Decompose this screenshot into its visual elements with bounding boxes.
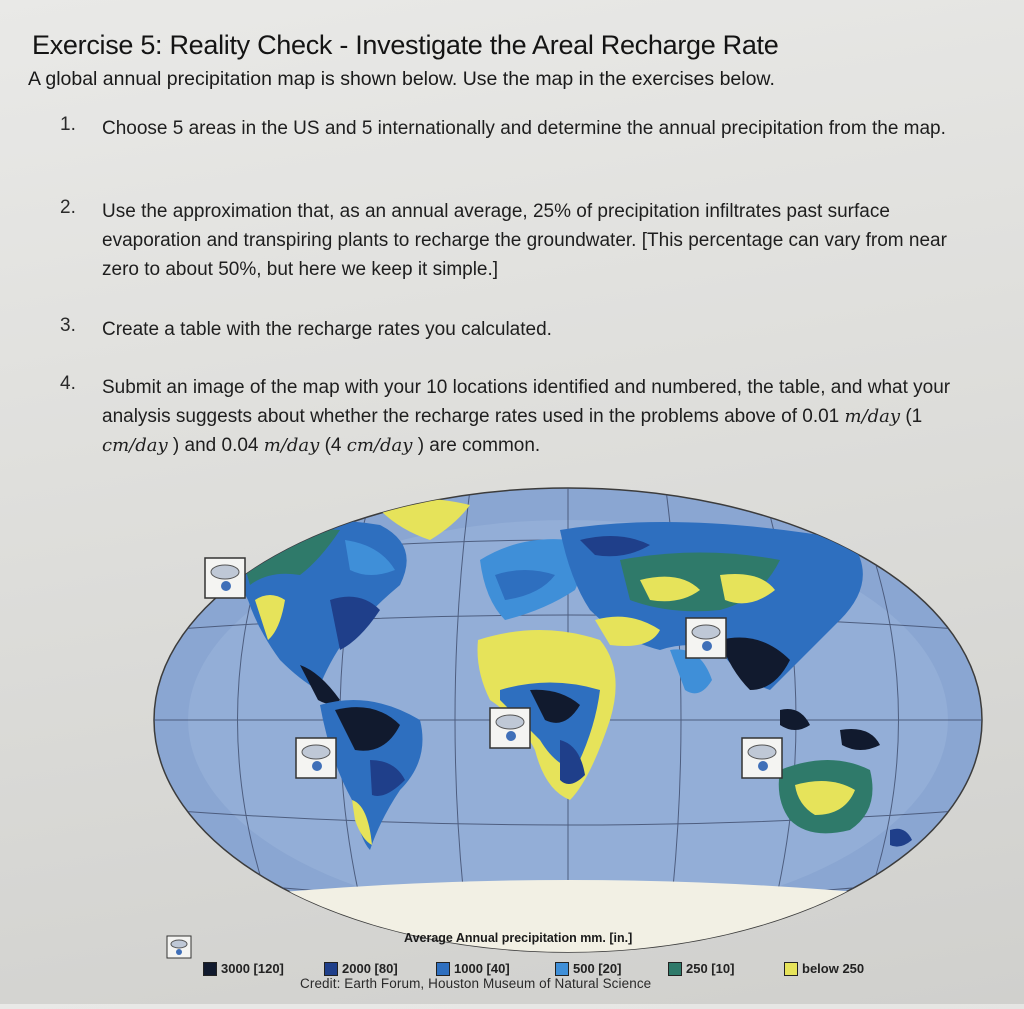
legend-item (203, 961, 284, 976)
legend-label: 1000 [40] (454, 961, 510, 976)
legend-swatch (203, 962, 217, 976)
cloud-rain-icon (205, 558, 245, 598)
legend-cloud-icon (167, 936, 191, 958)
question-number: 2. (60, 197, 76, 218)
intro-text: A global annual precipitation map is shown below. Use the map in the exercises below. (28, 68, 775, 90)
legend-item (436, 961, 510, 976)
legend-title: Average Annual precipitation mm. [in.] (404, 931, 633, 945)
legend-swatch (668, 962, 682, 976)
legend-label: 500 [20] (573, 961, 622, 976)
question-text: Use the approximation that, as an annual average, 25% of precipitation infiltrates past surface evaporation and transpiring plants to recharge the groundwater. [This percentage can vary from near zero to about 50%, but here we keep it simple.] (102, 201, 947, 280)
unit-math: cm/day (102, 435, 168, 456)
legend-label: below 250 (802, 961, 865, 976)
antarctica (200, 880, 940, 960)
cloud-rain-icon (686, 618, 726, 658)
cloud-rain-icon (742, 738, 782, 778)
question-text: Choose 5 areas in the US and 5 internationally and determine the annual precipitation from the map. (102, 118, 946, 139)
cloud-rain-icon (296, 738, 336, 778)
page-title: Exercise 5: Reality Check - Investigate the Areal Recharge Rate (32, 30, 779, 60)
cloud-rain-icon (490, 708, 530, 748)
paren-text: (1 (900, 406, 923, 427)
legend-item (555, 961, 621, 976)
question-number: 1. (60, 114, 76, 135)
legend-swatch (784, 962, 798, 976)
unit-math: cm/day (346, 435, 413, 456)
unit-math: m/day (263, 435, 320, 456)
legend-swatch (324, 962, 338, 976)
legend-label: 2000 [80] (342, 961, 398, 976)
paren-text: (4 (319, 435, 347, 456)
connector-text: ) and 0.04 (167, 435, 264, 456)
question-text: Create a table with the recharge rates you calculated. (102, 319, 552, 340)
legend-item (668, 961, 734, 976)
legend-swatch (555, 962, 569, 976)
legend-item (324, 961, 398, 976)
question-text-main: Submit an image of the map with your 10 locations identified and numbered, the table, and what your analysis suggests about whether the recharge rates used in the problems above of 0.01 (102, 377, 951, 427)
legend-item (784, 961, 864, 976)
legend-label: 3000 [120] (221, 961, 284, 976)
closing-text: ) are common. (412, 435, 541, 456)
map-credit: Credit: Earth Forum, Houston Museum of Natural Science (300, 976, 652, 991)
unit-math: m/day (844, 406, 901, 427)
legend-label: 250 [10] (686, 961, 735, 976)
question-number: 3. (60, 315, 76, 336)
question-number: 4. (60, 373, 76, 394)
legend-swatch (436, 962, 450, 976)
